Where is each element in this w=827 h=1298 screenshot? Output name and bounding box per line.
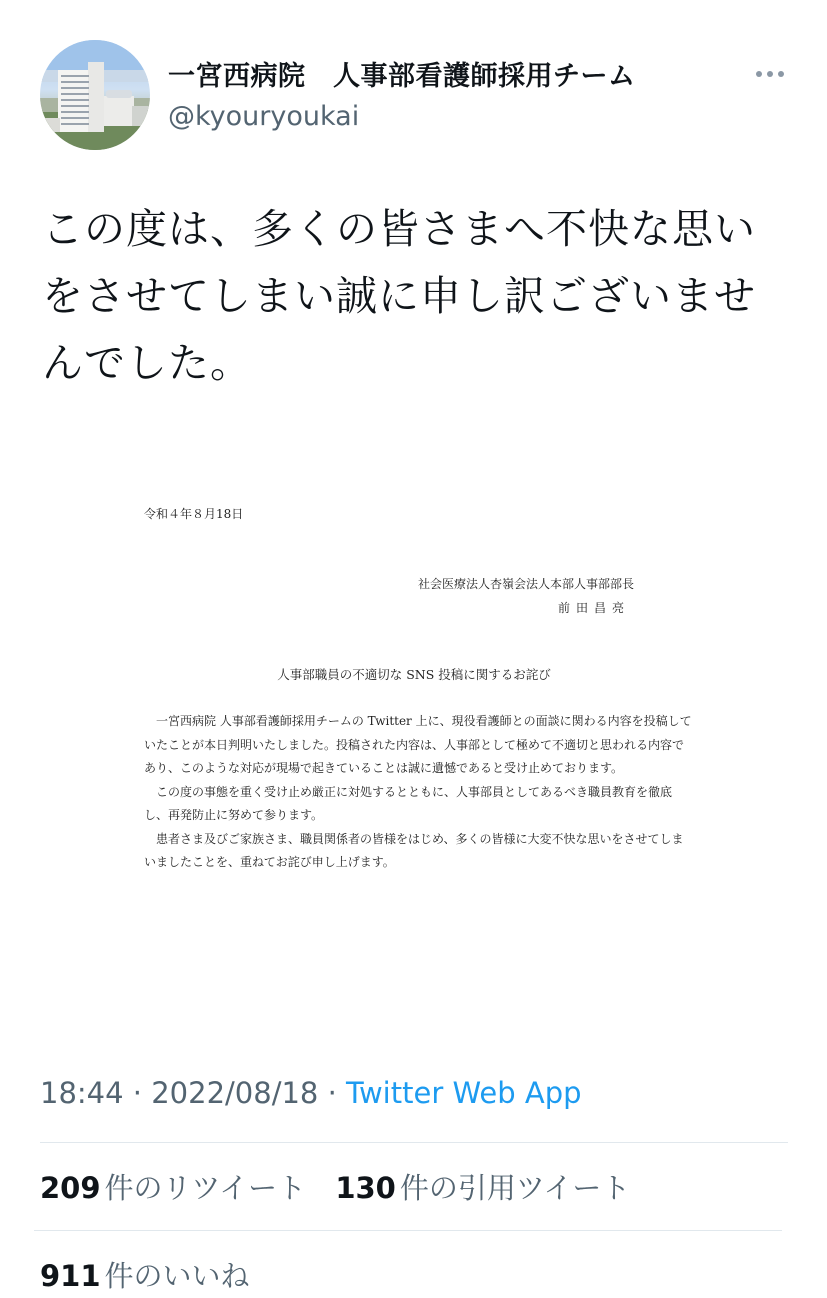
separator: · [132,1076,143,1110]
document-paragraph: 一宮西病院 人事部看護師採用チームの Twitter 上に、現役看護師との面談に関わる内容を投稿していたことが本日判明いたしました。投稿された内容は、人事部として極めて不適切と思われる内容であり、このような対応が現場で起きていることは誠に遺憾であると受け止めております。 [144,714,692,775]
more-options-button[interactable] [756,70,784,78]
document-body [144,710,692,875]
tweet-header [40,40,790,150]
document-date: 令和４年８月18日 [144,507,244,521]
document-organization: 社会医療法人杏嶺会法人本部人事部部長 [418,577,635,591]
tweet-timestamp [40,1076,582,1110]
tweet-text: この度は、多くの皆さまへ不快な思いをさせてしまい誠に申し訳ございませんでした。 [42,205,756,387]
tweet-time[interactable]: 18:44 [40,1076,124,1110]
hospital-building-icon [40,40,150,150]
likes-count: 911 [40,1259,101,1293]
user-handle[interactable]: @kyouryoukai [168,101,360,132]
separator: · [327,1076,337,1110]
divider [40,1142,788,1143]
ellipsis-icon [767,71,773,77]
quote-tweets-label: 件の引用ツイート [399,1171,631,1205]
tweet-image[interactable] [40,425,788,1035]
likes-label: 件のいいね [104,1259,250,1293]
document-paragraph: 患者さま及びご家族さま、職員関係者の皆様をはじめ、多くの皆様に大変不快な思いをさせてしまいましたことを、重ねてお詫び申し上げます。 [144,831,684,869]
document-paragraph: この度の事態を重く受け止め厳正に対処するとともに、人事部員としてあるべき職員教育を徹底し、再発防止に努めて参ります。 [144,784,673,822]
document-title: 人事部職員の不適切な SNS 投稿に関するお詫び [277,667,551,682]
author-names [168,54,636,132]
ellipsis-icon [756,71,762,77]
divider [34,1230,782,1231]
apology-document [40,425,788,1035]
tweet-date[interactable]: 2022/08/18 [151,1076,319,1110]
engagement-stats [40,1166,650,1207]
quote-tweets-count: 130 [335,1171,396,1205]
likes-stat[interactable] [40,1254,250,1295]
avatar[interactable] [40,40,150,150]
tweet-source-link[interactable]: Twitter Web App [346,1076,582,1110]
document-signatory: 前田昌亮 [558,601,631,615]
display-name[interactable]: 一宮西病院 人事部看護師採用チーム [168,61,636,92]
retweets-count: 209 [40,1171,101,1205]
retweets-label: 件のリツイート [104,1171,307,1205]
ellipsis-icon [778,71,784,77]
quote-tweets-stat[interactable] [335,1166,630,1207]
likes-row [40,1254,270,1295]
retweets-stat[interactable] [40,1166,306,1207]
